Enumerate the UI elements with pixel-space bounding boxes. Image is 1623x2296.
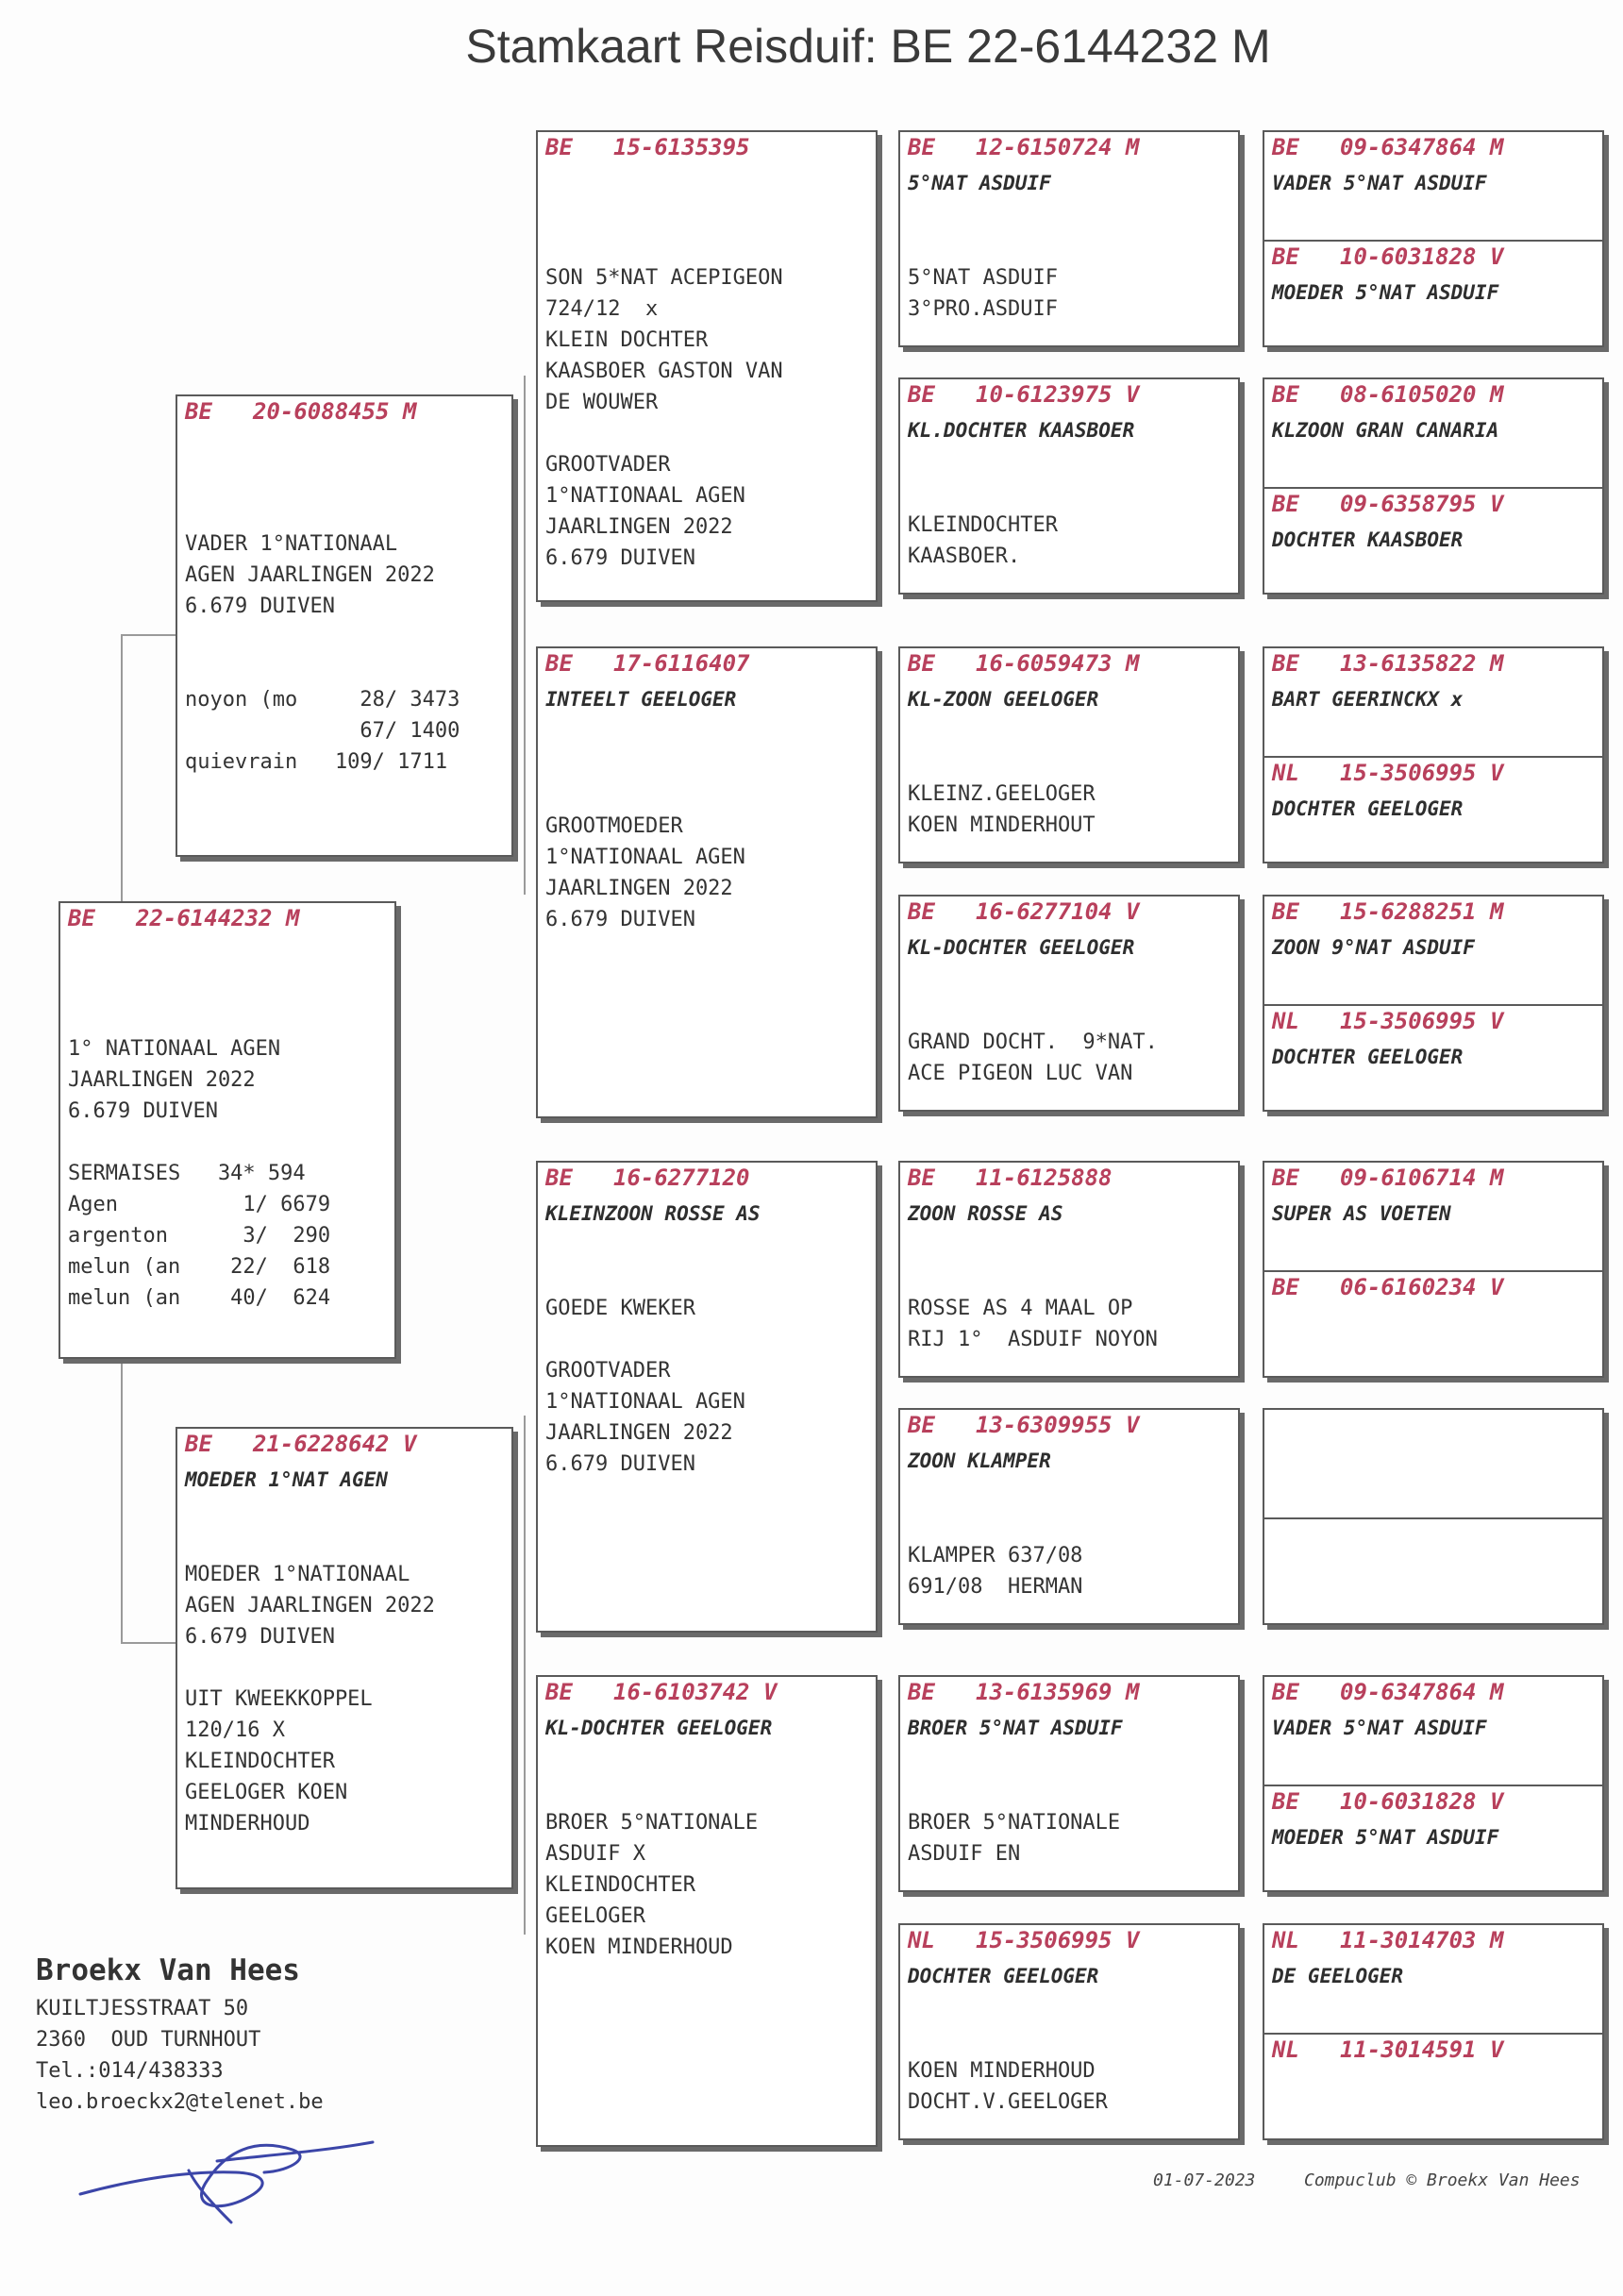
ring-id: 15-3506995 V xyxy=(976,1927,1140,1953)
pigeon-card-grandparent xyxy=(536,1161,878,1633)
pedigree-text-line: 724/12 x xyxy=(545,297,659,321)
pedigree-text-line: 6.679 DUIVEN xyxy=(185,595,335,618)
pigeon-card-father xyxy=(176,394,513,857)
country-code: BE xyxy=(545,1679,573,1705)
pedigree-text-line: 691/08 HERMAN xyxy=(908,1575,1083,1599)
country-code: BE xyxy=(185,1431,212,1457)
ring-number xyxy=(908,134,1139,160)
ring-number xyxy=(1272,1679,1503,1705)
breeder-city: 2360 OUD TURNHOUT xyxy=(36,2028,261,2052)
pigeon-subtitle: MOEDER 5°NAT ASDUIF xyxy=(1272,1826,1499,1849)
pedigree-text-line: noyon (mo 28/ 3473 xyxy=(185,688,460,712)
pigeon-card-great-grandparent xyxy=(898,1923,1240,2140)
pedigree-text-line: JAARLINGEN 2022 xyxy=(545,515,733,539)
country-code: BE xyxy=(1272,1165,1299,1191)
country-code: BE xyxy=(908,650,935,677)
ring-id: 16-6277120 xyxy=(613,1165,750,1191)
pedigree-text-line: RIJ 1° ASDUIF NOYON xyxy=(908,1328,1158,1351)
pedigree-text-line: 67/ 1400 xyxy=(185,719,460,743)
ring-number xyxy=(908,1412,1139,1438)
pedigree-text-line: AGEN JAARLINGEN 2022 xyxy=(185,563,435,587)
pigeon-subtitle: BART GEERINCKX x xyxy=(1272,688,1464,711)
pedigree-text-line: 3°PRO.ASDUIF xyxy=(908,297,1058,321)
pigeon-card-grandparent xyxy=(536,1675,878,2147)
pedigree-text-line: UIT KWEEKKOPPEL xyxy=(185,1687,373,1711)
pedigree-text-line: KOEN MINDERHOUD xyxy=(545,1936,733,1959)
pigeon-subtitle: 5°NAT ASDUIF xyxy=(908,172,1051,194)
ring-id: 09-6358795 V xyxy=(1340,491,1504,517)
pedigree-text-line: 1°NATIONAAL AGEN xyxy=(545,846,745,869)
pedigree-text-line: BROER 5°NATIONALE xyxy=(545,1811,759,1835)
pedigree-text-line: GEELOGER xyxy=(545,1904,645,1928)
ring-number xyxy=(185,1431,416,1457)
ring-number xyxy=(1272,491,1503,517)
pedigree-text-line: GOEDE KWEKER xyxy=(545,1297,695,1320)
pedigree-text-line: argenton 3/ 290 xyxy=(68,1224,331,1248)
pigeon-subtitle: KLEINZOON ROSSE AS xyxy=(545,1202,761,1225)
connector-line xyxy=(121,634,176,636)
ring-number xyxy=(1272,243,1503,270)
country-code: NL xyxy=(1272,2036,1299,2063)
pigeon-subtitle: VADER 5°NAT ASDUIF xyxy=(1272,1717,1487,1739)
pigeon-half-bottom xyxy=(1264,1517,1602,1625)
pigeon-half-bottom xyxy=(1264,240,1602,347)
pedigree-text-line: MOEDER 1°NATIONAAL xyxy=(185,1563,410,1586)
page-title: Stamkaart Reisduif: BE 22-6144232 M xyxy=(465,20,1271,73)
pigeon-half-bottom xyxy=(1264,1270,1602,1378)
ring-number xyxy=(1272,1165,1503,1191)
ring-number xyxy=(1272,1788,1503,1815)
pigeon-half-bottom xyxy=(1264,1785,1602,1892)
ring-number xyxy=(1272,898,1503,925)
country-code: BE xyxy=(545,650,573,677)
country-code: BE xyxy=(545,134,573,160)
ring-number xyxy=(1272,1274,1503,1300)
ring-id: 11-3014591 V xyxy=(1340,2036,1504,2063)
pedigree-text-line: 120/16 X xyxy=(185,1718,285,1742)
country-code: BE xyxy=(908,1165,935,1191)
ring-id: 17-6116407 xyxy=(613,650,750,677)
pedigree-text-line: KLEINDOCHTER xyxy=(908,513,1058,537)
ring-number xyxy=(68,905,299,931)
pedigree-text-line: BROER 5°NATIONALE xyxy=(908,1811,1121,1835)
country-code: BE xyxy=(1272,243,1299,270)
pedigree-text-line: 6.679 DUIVEN xyxy=(545,1452,695,1476)
pedigree-text-line: KOEN MINDERHOUD xyxy=(908,2059,1096,2083)
ring-number xyxy=(185,398,416,425)
ring-id: 13-6309955 V xyxy=(976,1412,1140,1438)
pigeon-half-top xyxy=(1264,897,1602,1004)
pigeon-half-top xyxy=(1264,379,1602,487)
pigeon-subtitle: BROER 5°NAT ASDUIF xyxy=(908,1717,1123,1739)
pigeon-subtitle: DOCHTER KAASBOER xyxy=(1272,528,1464,551)
pedigree-text-line: ASDUIF EN xyxy=(908,1842,1021,1866)
pigeon-card-pair xyxy=(1263,895,1604,1112)
ring-id: 09-6106714 M xyxy=(1340,1165,1504,1191)
pedigree-text-line: GROOTVADER xyxy=(545,1359,671,1383)
breeder-name: Broekx Van Hees xyxy=(36,1953,300,1987)
ring-id: 15-6135395 xyxy=(613,134,750,160)
country-code: BE xyxy=(908,898,935,925)
pigeon-subtitle: SUPER AS VOETEN xyxy=(1272,1202,1451,1225)
pedigree-text-line: JAARLINGEN 2022 xyxy=(545,1421,733,1445)
pedigree-text-line: melun (an 40/ 624 xyxy=(68,1286,331,1310)
ring-number xyxy=(1272,2036,1503,2063)
ring-id: 22-6144232 M xyxy=(136,905,300,931)
pedigree-text-line: Agen 1/ 6679 xyxy=(68,1193,331,1216)
ring-id: 20-6088455 M xyxy=(253,398,417,425)
country-code: BE xyxy=(1272,491,1299,517)
ring-id: 13-6135969 M xyxy=(976,1679,1140,1705)
pigeon-card-subject xyxy=(59,901,396,1359)
pigeon-subtitle: KL.DOCHTER KAASBOER xyxy=(908,419,1135,442)
pigeon-card-great-grandparent xyxy=(898,377,1240,595)
ring-number xyxy=(1272,760,1503,786)
pedigree-text-line: JAARLINGEN 2022 xyxy=(545,877,733,900)
ring-number xyxy=(545,134,750,160)
country-code: BE xyxy=(908,134,935,160)
ring-id: 10-6123975 V xyxy=(976,381,1140,408)
pigeon-subtitle: KL-DOCHTER GEELOGER xyxy=(545,1717,773,1739)
pigeon-card-great-grandparent xyxy=(898,895,1240,1112)
pedigree-text-line: JAARLINGEN 2022 xyxy=(68,1068,256,1092)
country-code: BE xyxy=(1272,650,1299,677)
country-code: BE xyxy=(185,398,212,425)
ring-id: 15-3506995 V xyxy=(1340,1008,1504,1034)
ring-id: 15-3506995 V xyxy=(1340,760,1504,786)
ring-number xyxy=(545,1165,750,1191)
pigeon-subtitle: ZOON 9°NAT ASDUIF xyxy=(1272,936,1475,959)
pigeon-subtitle: DOCHTER GEELOGER xyxy=(1272,1046,1464,1068)
pigeon-card-great-grandparent xyxy=(898,130,1240,347)
pedigree-text-line: ROSSE AS 4 MAAL OP xyxy=(908,1297,1133,1320)
pedigree-text-line: KLEINDOCHTER xyxy=(545,1873,695,1897)
pigeon-card-great-grandparent xyxy=(898,1675,1240,1892)
ring-id: 12-6150724 M xyxy=(976,134,1140,160)
pigeon-card-grandparent xyxy=(536,646,878,1118)
ring-number xyxy=(545,650,750,677)
country-code: NL xyxy=(908,1927,935,1953)
country-code: BE xyxy=(1272,898,1299,925)
breeder-block xyxy=(36,1953,324,2118)
ring-number xyxy=(908,1679,1139,1705)
ring-number xyxy=(1272,650,1503,677)
pedigree-text-line: 6.679 DUIVEN xyxy=(185,1625,335,1649)
pigeon-subtitle: KL-ZOON GEELOGER xyxy=(908,688,1099,711)
pedigree-text-line: 6.679 DUIVEN xyxy=(545,546,695,570)
pedigree-text-line: GRAND DOCHT. 9*NAT. xyxy=(908,1031,1158,1054)
pigeon-half-bottom xyxy=(1264,1004,1602,1112)
country-code: NL xyxy=(1272,1008,1299,1034)
country-code: BE xyxy=(1272,134,1299,160)
ring-id: 15-6288251 M xyxy=(1340,898,1504,925)
pigeon-card-pair xyxy=(1263,1675,1604,1892)
pedigree-text-line: 1°NATIONAAL AGEN xyxy=(545,1390,745,1414)
connector-line xyxy=(524,1416,526,1935)
ring-number xyxy=(908,1927,1139,1953)
country-code: BE xyxy=(1272,381,1299,408)
pigeon-subtitle: DOCHTER GEELOGER xyxy=(908,1965,1099,1987)
ring-id: 16-6059473 M xyxy=(976,650,1140,677)
ring-id: 10-6031828 V xyxy=(1340,243,1504,270)
pedigree-text-line: KLEIN DOCHTER xyxy=(545,328,709,352)
pigeon-subtitle: DE GEELOGER xyxy=(1272,1965,1404,1987)
pigeon-subtitle: KL-DOCHTER GEELOGER xyxy=(908,936,1135,959)
pigeon-card-great-grandparent xyxy=(898,1161,1240,1378)
pigeon-card-pair xyxy=(1263,377,1604,595)
pigeon-card-great-grandparent xyxy=(898,1408,1240,1625)
ring-number xyxy=(1272,381,1503,408)
pedigree-text-line: SON 5*NAT ACEPIGEON xyxy=(545,266,783,290)
ring-number xyxy=(1272,1927,1503,1953)
ring-id: 09-6347864 M xyxy=(1340,1679,1504,1705)
country-code: BE xyxy=(1272,1274,1299,1300)
ring-id: 16-6277104 V xyxy=(976,898,1140,925)
country-code: NL xyxy=(1272,760,1299,786)
pedigree-text-line: KAASBOER. xyxy=(908,545,1021,568)
pedigree-text-line: melun (an 22/ 618 xyxy=(68,1255,331,1279)
pedigree-text-line: KLEINDOCHTER xyxy=(185,1750,335,1773)
pedigree-text-line: 6.679 DUIVEN xyxy=(545,908,695,931)
country-code: BE xyxy=(545,1165,573,1191)
country-code: BE xyxy=(68,905,95,931)
pedigree-text-line: GROOTVADER xyxy=(545,453,671,477)
pigeon-card-pair xyxy=(1263,646,1604,863)
ring-id: 13-6135822 M xyxy=(1340,650,1504,677)
pedigree-text-line: ACE PIGEON LUC VAN xyxy=(908,1062,1133,1085)
pedigree-text-line: ASDUIF X xyxy=(545,1842,645,1866)
pigeon-half-top xyxy=(1264,1677,1602,1785)
pigeon-half-bottom xyxy=(1264,487,1602,595)
pigeon-card-pair xyxy=(1263,1161,1604,1378)
pedigree-text-line: KOEN MINDERHOUT xyxy=(908,813,1096,837)
pigeon-subtitle: DOCHTER GEELOGER xyxy=(1272,797,1464,820)
connector-line xyxy=(121,1642,176,1644)
signature-icon xyxy=(75,2114,387,2227)
pigeon-subtitle: INTEELT GEELOGER xyxy=(545,688,737,711)
pedigree-text-line: KLAMPER 637/08 xyxy=(908,1544,1083,1567)
pigeon-card-pair xyxy=(1263,130,1604,347)
country-code: BE xyxy=(908,381,935,408)
pigeon-subtitle: ZOON KLAMPER xyxy=(908,1450,1051,1472)
country-code: BE xyxy=(1272,1788,1299,1815)
breeder-email: leo.broeckx2@telenet.be xyxy=(36,2090,324,2114)
pedigree-text-line: 1° NATIONAAL AGEN xyxy=(68,1037,281,1061)
pigeon-card-grandparent xyxy=(536,130,878,602)
ring-id: 16-6103742 V xyxy=(613,1679,778,1705)
ring-id: 09-6347864 M xyxy=(1340,134,1504,160)
pigeon-half-top xyxy=(1264,648,1602,756)
pigeon-half-top xyxy=(1264,1163,1602,1270)
pedigree-text-line: KAASBOER GASTON VAN xyxy=(545,360,783,383)
pedigree-text-line: DE WOUWER xyxy=(545,391,659,414)
pedigree-text-line: GROOTMOEDER xyxy=(545,814,683,838)
footer-date: 01-07-2023 xyxy=(1153,2170,1256,2190)
pedigree-text-line: GEELOGER KOEN xyxy=(185,1781,348,1804)
connector-line xyxy=(524,376,526,895)
pedigree-text-line: SERMAISES 34* 594 xyxy=(68,1162,306,1185)
breeder-street: KUILTJESSTRAAT 50 xyxy=(36,1997,249,2020)
ring-id: 08-6105020 M xyxy=(1340,381,1504,408)
pigeon-half-top xyxy=(1264,1410,1602,1517)
country-code: BE xyxy=(908,1679,935,1705)
pedigree-text-line: 6.679 DUIVEN xyxy=(68,1099,218,1123)
pigeon-card-pair xyxy=(1263,1923,1604,2140)
ring-number xyxy=(1272,134,1503,160)
pedigree-text-line: 1°NATIONAAL AGEN xyxy=(545,484,745,508)
pigeon-half-bottom xyxy=(1264,756,1602,863)
ring-id: 11-6125888 xyxy=(976,1165,1113,1191)
pedigree-text-line: AGEN JAARLINGEN 2022 xyxy=(185,1594,435,1617)
country-code: NL xyxy=(1272,1927,1299,1953)
pigeon-subtitle: MOEDER 1°NAT AGEN xyxy=(185,1468,388,1491)
ring-number xyxy=(908,1165,1113,1191)
pedigree-text-line: MINDERHOUD xyxy=(185,1812,310,1835)
pigeon-card-great-grandparent xyxy=(898,646,1240,863)
pedigree-text-line: 5°NAT ASDUIF xyxy=(908,266,1058,290)
pedigree-text-line: KLEINZ.GEELOGER xyxy=(908,782,1096,806)
country-code: BE xyxy=(908,1412,935,1438)
pigeon-half-bottom xyxy=(1264,2033,1602,2140)
pigeon-subtitle: VADER 5°NAT ASDUIF xyxy=(1272,172,1487,194)
ring-number xyxy=(908,650,1139,677)
footer-credit: Compuclub © Broekx Van Hees xyxy=(1304,2170,1581,2190)
pigeon-subtitle: MOEDER 5°NAT ASDUIF xyxy=(1272,281,1499,304)
pedigree-text-line: quievrain 109/ 1711 xyxy=(185,750,448,774)
ring-number xyxy=(1272,1008,1503,1034)
country-code: BE xyxy=(1272,1679,1299,1705)
pigeon-subtitle: ZOON ROSSE AS xyxy=(908,1202,1063,1225)
ring-number xyxy=(908,898,1139,925)
ring-id: 11-3014703 M xyxy=(1340,1927,1504,1953)
pigeon-card-mother xyxy=(176,1427,513,1889)
ring-id: 06-6160234 V xyxy=(1340,1274,1504,1300)
breeder-phone: Tel.:014/438333 xyxy=(36,2059,224,2083)
ring-id: 21-6228642 V xyxy=(253,1431,417,1457)
pigeon-subtitle: KLZOON GRAN CANARIA xyxy=(1272,419,1499,442)
pigeon-half-top xyxy=(1264,1925,1602,2033)
pigeon-card-pair xyxy=(1263,1408,1604,1625)
pigeon-half-top xyxy=(1264,132,1602,240)
ring-number xyxy=(908,381,1139,408)
pedigree-text-line: VADER 1°NATIONAAL xyxy=(185,532,398,556)
ring-id: 10-6031828 V xyxy=(1340,1788,1504,1815)
ring-number xyxy=(545,1679,777,1705)
pedigree-text-line: DOCHT.V.GEELOGER xyxy=(908,2090,1108,2114)
